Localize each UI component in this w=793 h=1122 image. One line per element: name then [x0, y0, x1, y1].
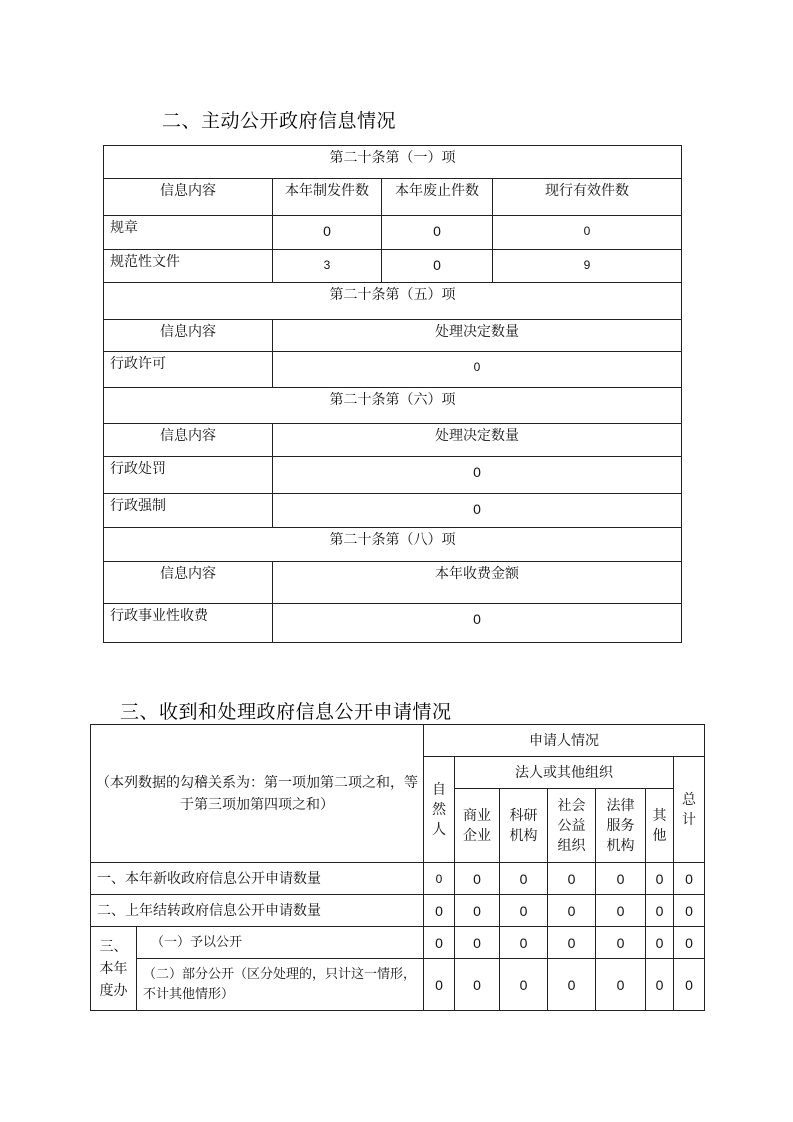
issued-value: 3 — [273, 250, 382, 283]
valid-value: 9 — [493, 250, 682, 283]
cell-value: 0 — [548, 959, 596, 1011]
cell-value: 0 — [596, 927, 646, 959]
row-label: 行政事业性收费 — [104, 604, 273, 643]
row-carried-over: 二、上年结转政府信息公开申请数量 — [91, 895, 424, 927]
col-repealed-count: 本年废止件数 — [382, 179, 493, 216]
cell-value: 0 — [500, 895, 548, 927]
valid-value: 0 — [493, 216, 682, 250]
col-fee-amount: 本年收费金额 — [273, 562, 682, 604]
cell-value: 0 — [674, 927, 705, 959]
col-research: 科研机构 — [500, 789, 548, 863]
cell-value: 0 — [455, 927, 500, 959]
col-info-content: 信息内容 — [104, 320, 273, 352]
article-20-1-header: 第二十条第（一）项 — [104, 146, 682, 179]
cell-value: 0 — [500, 927, 548, 959]
legal-entity-header: 法人或其他组织 — [455, 757, 674, 789]
row-group-results: 三、本年度办 — [91, 927, 137, 1011]
issued-value: 0 — [273, 216, 382, 250]
natural-person-header: 自然人 — [424, 757, 455, 863]
col-info-content: 信息内容 — [104, 562, 273, 604]
active-disclosure-table — [103, 145, 682, 643]
cell-value: 0 — [548, 895, 596, 927]
row-label: 行政强制 — [104, 494, 273, 528]
col-issued-count: 本年制发件数 — [273, 179, 382, 216]
repealed-value: 0 — [382, 216, 493, 250]
cell-value: 0 — [646, 927, 674, 959]
col-public-welfare: 社会公益组织 — [548, 789, 596, 863]
cell-value: 0 — [455, 895, 500, 927]
application-table — [90, 724, 705, 1011]
article-20-5-header: 第二十条第（五）项 — [104, 283, 682, 320]
row-label: 规范性文件 — [104, 250, 273, 283]
section-3-title: 三、收到和处理政府信息公开申请情况 — [120, 701, 452, 723]
col-legal-service: 法律服务机构 — [596, 789, 646, 863]
cell-value: 0 — [424, 895, 455, 927]
col-decision-count: 处理决定数量 — [273, 424, 682, 457]
cell-value: 0 — [674, 863, 705, 895]
decision-value: 0 — [273, 352, 682, 388]
decision-value: 0 — [273, 494, 682, 528]
cell-value: 0 — [424, 959, 455, 1011]
cell-value: 0 — [646, 895, 674, 927]
cell-value: 0 — [646, 863, 674, 895]
section-2-title: 二、主动公开政府信息情况 — [162, 110, 397, 132]
cell-value: 0 — [455, 959, 500, 1011]
cell-value: 0 — [500, 959, 548, 1011]
article-20-8-header: 第二十条第（八）项 — [104, 528, 682, 562]
col-info-content: 信息内容 — [104, 179, 273, 216]
cell-value: 0 — [596, 863, 646, 895]
col-info-content: 信息内容 — [104, 424, 273, 457]
cell-value: 0 — [424, 927, 455, 959]
col-other: 其他 — [646, 789, 674, 863]
row-label: 行政许可 — [104, 352, 273, 388]
col-decision-count: 处理决定数量 — [273, 320, 682, 352]
cell-value: 0 — [646, 959, 674, 1011]
cell-value: 0 — [596, 959, 646, 1011]
article-20-6-header: 第二十条第（六）项 — [104, 388, 682, 424]
logic-note: （本列数据的勾稽关系为：第一项加第二项之和，等于第三项加第四项之和） — [91, 725, 424, 863]
repealed-value: 0 — [382, 250, 493, 283]
row-label: 行政处罚 — [104, 457, 273, 494]
col-commercial: 商业企业 — [455, 789, 500, 863]
cell-value: 0 — [424, 863, 455, 895]
row-full-disclosure: （一）予以公开 — [137, 927, 424, 959]
cell-value: 0 — [500, 863, 548, 895]
row-new-applications: 一、本年新收政府信息公开申请数量 — [91, 863, 424, 895]
decision-value: 0 — [273, 457, 682, 494]
row-label: 规章 — [104, 216, 273, 250]
col-valid-count: 现行有效件数 — [493, 179, 682, 216]
cell-value: 0 — [455, 863, 500, 895]
fee-value: 0 — [273, 604, 682, 643]
cell-value: 0 — [674, 959, 705, 1011]
cell-value: 0 — [596, 895, 646, 927]
row-partial-disclosure: （二）部分公开（区分处理的，只计这一情形，不计其他情形） — [137, 959, 424, 1011]
cell-value: 0 — [674, 895, 705, 927]
applicant-header: 申请人情况 — [424, 725, 705, 757]
cell-value: 0 — [548, 863, 596, 895]
total-header: 总计 — [674, 757, 705, 863]
cell-value: 0 — [548, 927, 596, 959]
